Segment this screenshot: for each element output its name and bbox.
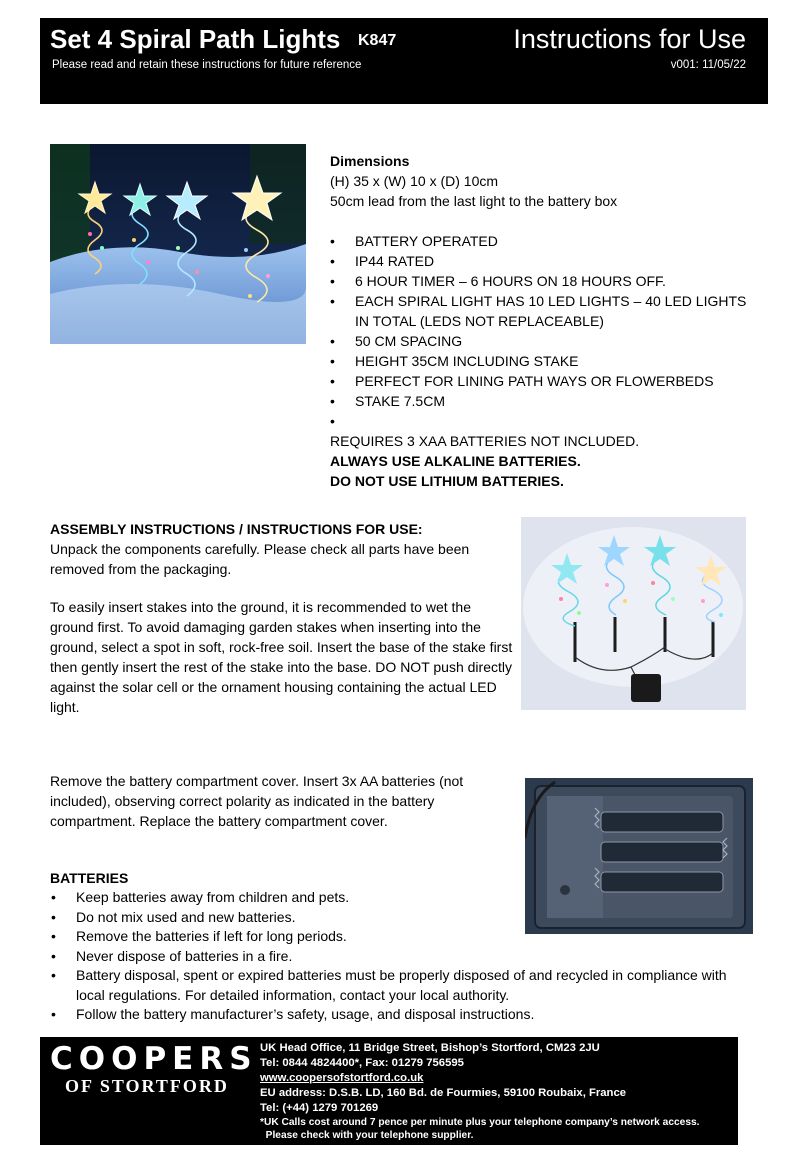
supplier-note: Please check with your telephone supplier. xyxy=(260,1130,474,1141)
phone-fax: Tel: 0844 4824400*, Fax: 01279 756595 xyxy=(260,1057,464,1069)
feature-item: • 6 HOUR TIMER – 6 HOURS ON 18 HOURS OFF. xyxy=(329,271,749,291)
product-title: Set 4 Spiral Path Lights xyxy=(50,24,341,54)
batteries-list xyxy=(50,888,740,1025)
product-photo-studio xyxy=(521,517,746,710)
battery-safety-item: • Battery disposal, spent or expired batteries must be properly disposed of and recycled in compliance with local regulations. For detailed information, contact your local authority. xyxy=(50,966,740,1005)
feature-item: • HEIGHT 35CM INCLUDING STAKE xyxy=(329,351,749,371)
battery-safety-item: • Remove the batteries if left for long periods. xyxy=(50,927,740,947)
company-footer xyxy=(40,1037,738,1145)
feature-item: • STAKE 7.5CM xyxy=(329,391,749,411)
call-cost-note: *UK Calls cost around 7 pence per minute plus your telephone company’s network access. xyxy=(260,1117,700,1128)
brand-logo-sub: OF STORTFORD xyxy=(65,1076,229,1096)
product-photo-studio-image xyxy=(521,517,746,710)
assembly-heading: ASSEMBLY INSTRUCTIONS / INSTRUCTIONS FOR USE: xyxy=(50,521,423,537)
battery-safety-item: • Keep batteries away from children and pets. xyxy=(50,888,740,908)
product-photo-snow xyxy=(50,144,306,344)
feature-item xyxy=(329,411,749,431)
battery-safety-item: • Do not mix used and new batteries. xyxy=(50,908,740,928)
dimensions-size: (H) 35 x (W) 10 x (D) 10cm xyxy=(330,173,499,189)
battery-safety-item: • Follow the battery manufacturer’s safety, usage, and disposal instructions. xyxy=(50,1005,740,1025)
lithium-warning: DO NOT USE LITHIUM BATTERIES. xyxy=(330,473,564,489)
features-list xyxy=(329,231,749,431)
instructions-title: Instructions for Use xyxy=(513,24,746,54)
assembly-paragraph-1: Unpack the components carefully. Please check all parts have been removed from the packaging. xyxy=(50,541,470,577)
eu-address: EU address: D.S.B. LD, 160 Bd. de Fourmies, 59100 Roubaix, France xyxy=(260,1087,627,1099)
feature-item: • BATTERY OPERATED xyxy=(329,231,749,251)
product-photo-snow-image xyxy=(50,144,306,344)
version-label: v001: 11/05/22 xyxy=(670,59,746,71)
dimensions-lead: 50cm lead from the last light to the battery box xyxy=(330,193,618,209)
feature-item: • 50 CM SPACING xyxy=(329,331,749,351)
dimensions-heading: Dimensions xyxy=(330,153,410,169)
alkaline-warning: ALWAYS USE ALKALINE BATTERIES. xyxy=(330,453,581,469)
feature-item: • IP44 RATED xyxy=(329,251,749,271)
assembly-paragraph-3: Remove the battery compartment cover. Insert 3x AA batteries (not included), observing correct polarity as indicated in the battery compartment. Replace the battery compartment cover. xyxy=(50,773,464,829)
assembly-paragraph-2: To easily insert stakes into the ground, it is recommended to wet the ground first. To avoid damaging garden stakes when inserting into the ground, select a spot in soft, rock-free soil. Insert the base of the stake first then gently insert the rest of the stake into the base. DO NOT push directly against the solar cell or the ornament housing containing the actual LED light. xyxy=(50,599,513,715)
document-header xyxy=(40,18,768,104)
batteries-heading: BATTERIES xyxy=(50,870,129,886)
requires-batteries: REQUIRES 3 XAA BATTERIES NOT INCLUDED. xyxy=(330,433,640,449)
eu-phone: Tel: (+44) 1279 701269 xyxy=(260,1102,379,1114)
product-code: K847 xyxy=(358,32,397,49)
feature-item: • EACH SPIRAL LIGHT HAS 10 LED LIGHTS – 40 LED LIGHTS IN TOTAL (LEDS NOT REPLACEABLE) xyxy=(329,291,749,331)
feature-item: • PERFECT FOR LINING PATH WAYS OR FLOWERBEDS xyxy=(329,371,749,391)
battery-safety-item: • Never dispose of batteries in a fire. xyxy=(50,947,740,967)
brand-logo-main: COOPERS xyxy=(50,1041,258,1077)
head-office-address: UK Head Office, 11 Bridge Street, Bishop’s Stortford, CM23 2JU xyxy=(260,1042,600,1054)
website-link[interactable]: www.coopersofstortford.co.uk xyxy=(260,1072,424,1084)
retain-note: Please read and retain these instructions for future reference xyxy=(52,59,362,71)
